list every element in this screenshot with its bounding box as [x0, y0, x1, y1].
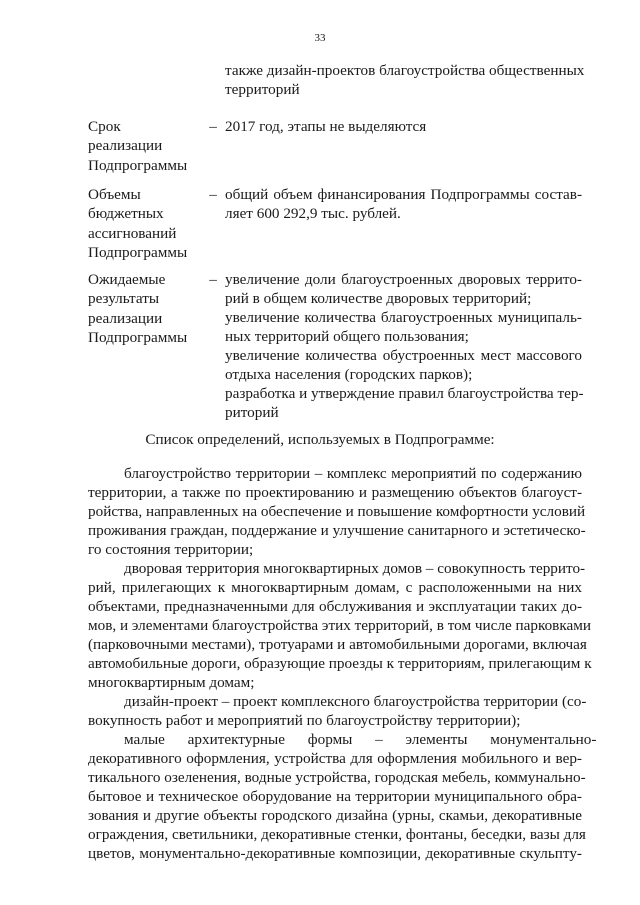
- body-line: цветов, монументально-декоративные композиции, декоративные скульпту-: [88, 845, 582, 862]
- value-line: общий объем финансирования Подпрограммы состав-: [225, 186, 582, 203]
- label-line: Подпрограммы: [88, 329, 188, 347]
- value-line: отдыха населения (городских парков);: [225, 366, 473, 383]
- label-line: бюджетных: [88, 205, 164, 223]
- label-line: результаты: [88, 290, 160, 308]
- label-line: Срок: [88, 118, 121, 135]
- definitions-heading: Список определений, используемых в Подпрограмме:: [145, 431, 495, 448]
- label-line: реализации: [88, 137, 163, 155]
- intro-line: территорий: [225, 81, 300, 98]
- body-line: автомобильные дороги, образующие проезды к территориям, прилегающим к: [88, 655, 592, 672]
- body-line: ройства, направленных на обеспечение и повышение комфортности условий: [88, 503, 586, 520]
- label-line: реализации: [88, 309, 163, 327]
- value-line: рий в общем количестве дворовых территорий;: [225, 290, 532, 307]
- section-dash: –: [209, 186, 217, 203]
- body-line: (парковочными местами), тротуарами и автомобильными дорогами, включая: [88, 636, 587, 653]
- body-line: го состояния территории;: [88, 541, 254, 558]
- intro-line: также дизайн-проектов благоустройства общественных: [225, 62, 585, 79]
- body-line: благоустройство территории – комплекс мероприятий по содержанию: [124, 465, 582, 482]
- section-label-results: [88, 270, 206, 348]
- section-label-period: [88, 117, 206, 175]
- value-line: ляет 600 292,9 тыс. рублей.: [225, 205, 401, 222]
- body-line: зования и другие объекты городского дизайна (урны, скамьи, декоративные: [88, 807, 582, 824]
- body-line: тикального озеленения, водные устройства, городская мебель, коммунально-: [88, 769, 586, 786]
- label-line: Подпрограммы: [88, 244, 188, 262]
- body-line: малые архитектурные формы – элементы монументально-: [124, 731, 597, 748]
- body-line: бытовое и техническое оборудование на территории муниципального обра-: [88, 788, 582, 805]
- section-dash: –: [209, 271, 217, 288]
- label-line: Ожидаемые: [88, 271, 166, 288]
- body-line: объектами, предназначенными для обслуживания и эксплуатации таких до-: [88, 598, 582, 615]
- section-dash: –: [209, 118, 217, 135]
- value-line: разработка и утверждение правил благоустройства тер-: [225, 385, 584, 402]
- body-line: проживания граждан, поддержание и улучшение санитарного и эстетическо-: [88, 522, 586, 539]
- body-line: ограждения, светильники, декоративные стенки, фонтаны, беседки, вазы для: [88, 826, 586, 843]
- body-line: мов, и элементами благоустройства этих территорий, в том числе парковками: [88, 617, 591, 634]
- label-line: ассигнований: [88, 224, 177, 242]
- label-line: Объемы: [88, 186, 141, 203]
- value-line: риторий: [225, 404, 279, 421]
- body-line: дизайн-проект – проект комплексного благоустройства территории (со-: [124, 693, 587, 710]
- value-line: увеличение доли благоустроенных дворовых террито-: [225, 271, 582, 288]
- value-line: увеличение количества благоустроенных муниципаль-: [225, 309, 582, 326]
- body-line: многоквартирным домам;: [88, 674, 255, 691]
- value-line: 2017 год, этапы не выделяются: [225, 118, 427, 135]
- page-number: 33: [314, 32, 326, 44]
- body-line: рий, прилегающих к многоквартирным домам, с расположенными на них: [88, 579, 582, 596]
- value-line: ных территорий общего пользования;: [225, 328, 469, 345]
- value-line: увеличение количества обустроенных мест массового: [225, 347, 582, 364]
- body-line: вокупность работ и мероприятий по благоустройству территории);: [88, 712, 521, 729]
- body-line: дворовая территория многоквартирных домов – совокупность террито-: [124, 560, 586, 577]
- body-line: территории, а также по проектированию и размещению объектов благоуст-: [88, 484, 582, 501]
- body-line: декоративного оформления, устройства для оформления мобильного и вер-: [88, 750, 582, 767]
- section-label-budget: [88, 185, 206, 263]
- label-line: Подпрограммы: [88, 156, 188, 174]
